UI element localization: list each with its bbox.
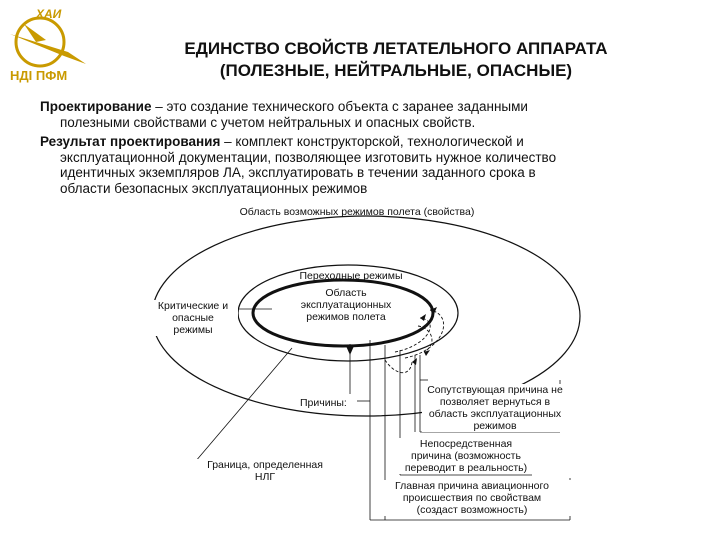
logo-top-text: ХАИ — [36, 7, 62, 21]
transition-region-label: Переходные режимы — [299, 270, 403, 282]
trajectory-arc-4 — [385, 360, 412, 373]
boundary-label: Граница, определенная НЛГ — [190, 459, 340, 483]
cause-direct: Непосредственная причина (возможность переводит в реальность) — [396, 438, 536, 474]
definition-design-term: Проектирование — [40, 99, 152, 114]
causes-label: Причины: — [300, 397, 347, 409]
operational-region-label: Область эксплуатационных режимов полета — [300, 287, 392, 323]
critical-modes-label: Критические и опасные режимы — [148, 300, 238, 336]
cause-main: Главная причина авиационного происшествия по свойствам (создаст возможность) — [372, 480, 572, 516]
definition-result: Результат проектирования – комплект конструкторской, технологической и эксплуатационной документации, позволяющее изготовить нужное количество идентичных экземпляров ЛА, эксплуатировать в течении заданного срока в области безопасных эксплуатационных режимов — [40, 134, 557, 196]
title-line-1: ЕДИНСТВО СВОЙСТВ ЛЕТАТЕЛЬНОГО АППАРАТА — [184, 39, 608, 58]
state-marker-icon — [346, 346, 354, 355]
definition-result-term: Результат проектирования — [40, 134, 221, 149]
cause-concomitant: Сопутствующая причина не позволяет вернуться в область эксплуатационных режимов — [422, 384, 568, 432]
logo-bottom-text: НДІ ПФМ — [10, 68, 68, 83]
arrow-icon — [420, 314, 426, 321]
definition-design: Проектирование – это создание технического объекта с заранее заданными полезными свойствами с учетом нейтральных и опасных свойств. — [40, 99, 528, 130]
title-line-2: (ПОЛЕЗНЫЕ, НЕЙТРАЛЬНЫЕ, ОПАСНЫЕ) — [219, 61, 573, 80]
arrow-icon — [412, 358, 417, 365]
boundary-pointer-line — [195, 348, 292, 462]
outer-region-label: Область возможных режимов полета (свойства) — [239, 206, 475, 218]
